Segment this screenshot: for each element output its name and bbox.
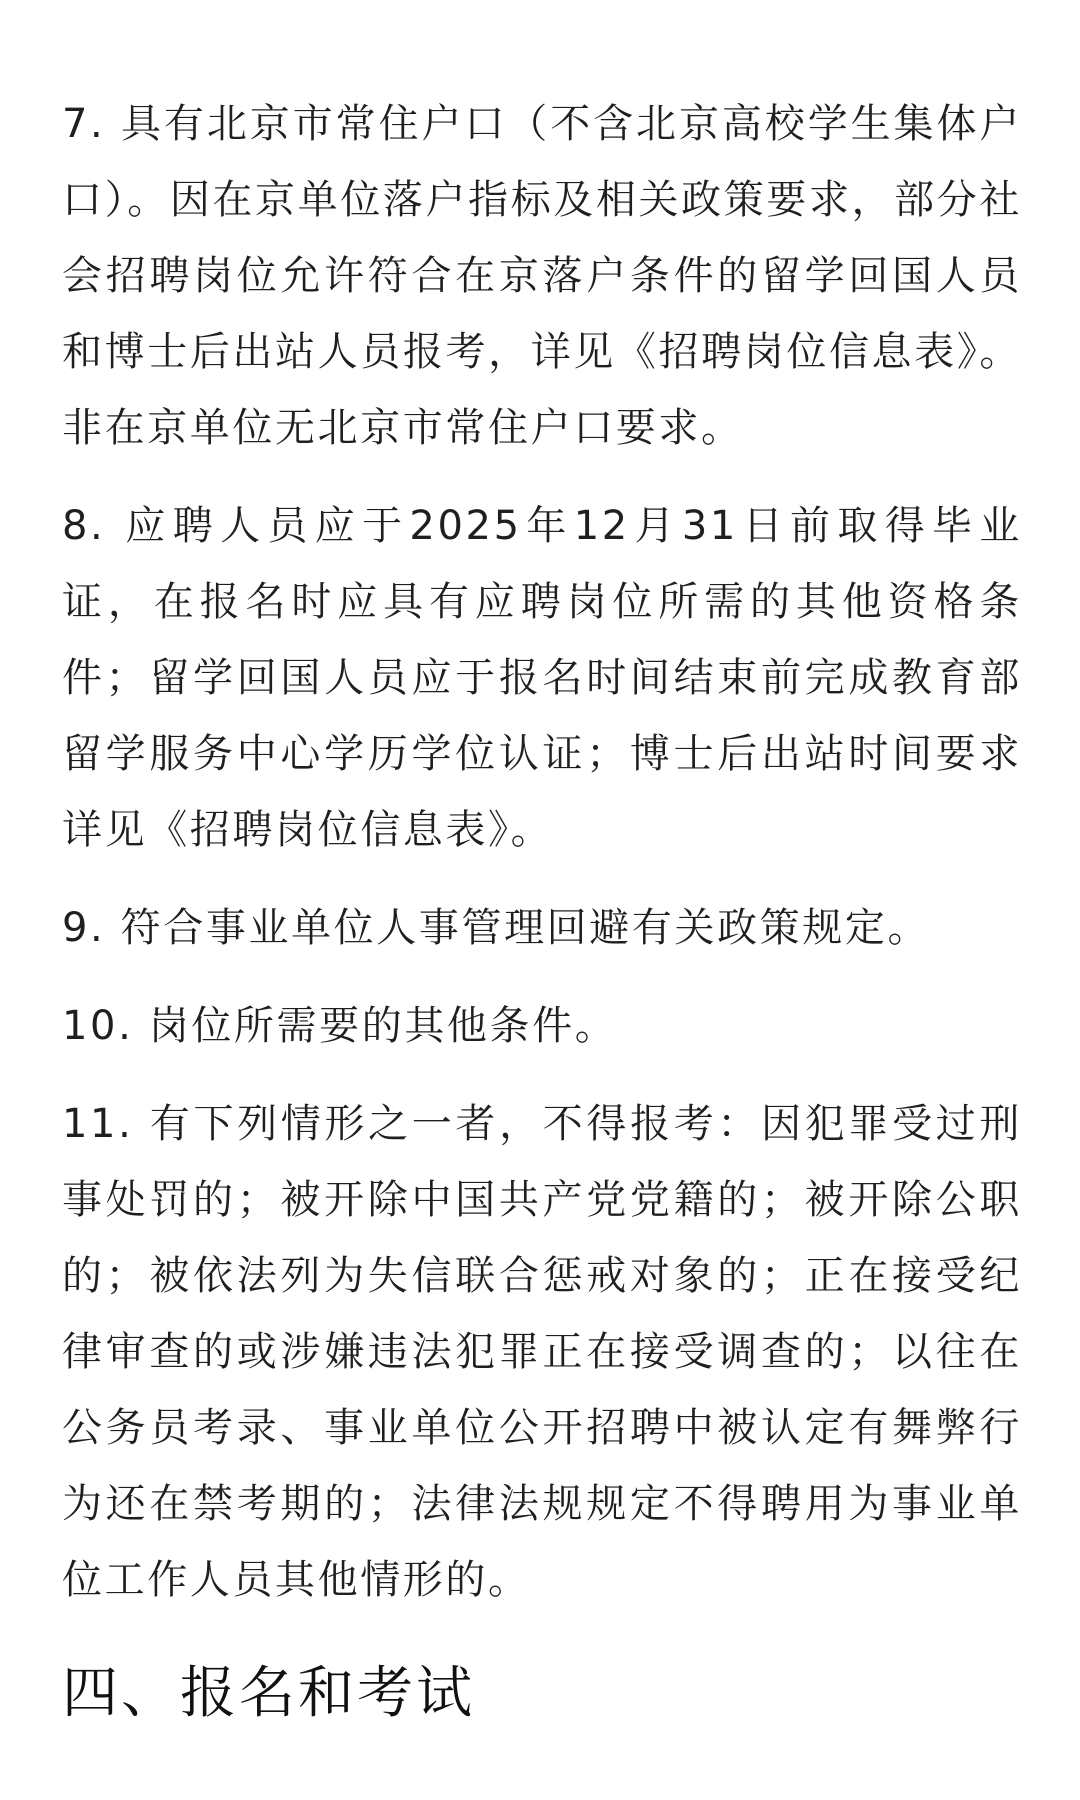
requirement-item-8: 8. 应聘人员应于2025年12月31日前取得毕业证，在报名时应具有应聘岗位所需的其他资格条件；留学回国人员应于报名时间结束前完成教育部留学服务中心学历学位认证；博士后出站时间要求详见《招聘岗位信息表》。 — [62, 503, 1022, 853]
requirement-item-11: 11. 有下列情形之一者，不得报考：因犯罪受过刑事处罚的；被开除中国共产党党籍的；被开除公职的；被依法列为失信联合惩戒对象的；正在接受纪律审查的或涉嫌违法犯罪正在接受调查的；以往在公务员考录、事业单位公开招聘中被认定有舞弊行为还在禁考期的；法律法规规定不得聘用为事业单位工作人员其他情形的。 — [62, 1101, 1022, 1603]
requirement-item-7: 7. 具有北京市常住户口（不含北京高校学生集体户口）。因在京单位落户指标及相关政策要求，部分社会招聘岗位允许符合在京落户条件的留学回国人员和博士后出站人员报考，详见《招聘岗位信息表》。非在京单位无北京市常住户口要求。 — [62, 101, 1022, 451]
section-heading: 四、报名和考试 — [62, 1661, 475, 1726]
article-body — [62, 86, 1022, 1732]
requirement-item-10: 10. 岗位所需要的其他条件。 — [62, 1003, 618, 1049]
requirement-item-9: 9. 符合事业单位人事管理回避有关政策规定。 — [62, 905, 931, 951]
